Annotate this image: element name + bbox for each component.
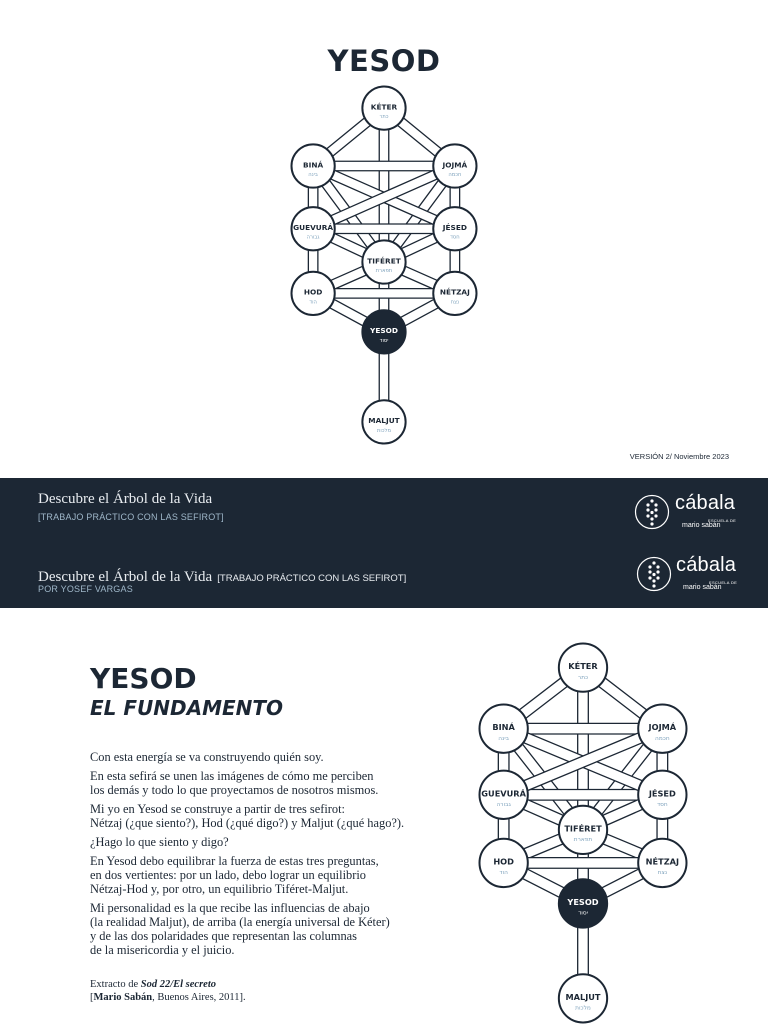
body-line: Mi personalidad es la que recibe las influencias de abajo [90,901,370,915]
tree-of-life-diagram [290,85,478,445]
logo-small-bottom-1: mario sabán [682,522,721,529]
header-band [0,478,768,608]
body-line: Con esta energía se va construyendo quién soy. [90,750,324,764]
sefira-tiferet [559,806,607,854]
sefira-label: TIFÉRET [367,256,401,266]
sefira-maljut [362,400,405,443]
sefira-label: TIFÉRET [564,823,602,834]
body-text [90,750,470,962]
sefira-label: MALJUT [368,416,400,426]
body-paragraph [90,854,470,896]
band-subtitle-1: [TRABAJO PRÁCTICO CON LAS SEFIROT] [38,512,224,522]
sefira-guevura [292,207,335,250]
body-paragraph [90,769,470,797]
tree-of-life-diagram-large [478,642,688,1024]
body-line: ¿Hago lo que siento y digo? [90,835,229,849]
logo-wordmark-2: cábala [676,554,737,576]
sefira-hod [292,272,335,315]
sefira-yesod [559,879,607,927]
sefira-hod [480,839,528,887]
citation-line-2: [Mario Sabán, Buenos Aires, 2011]. [90,992,246,1003]
sefira-guevura [480,771,528,819]
sefira-hebrew: חסד [450,234,460,241]
body-paragraph [90,750,470,764]
sefira-jojma [638,705,686,753]
sefira-keter [362,87,405,130]
sefira-hebrew: גבורה [496,801,511,808]
citation-work: Sod 22/El secreto [140,979,216,990]
tree-logo-icon [634,494,670,530]
sefira-hebrew: גבורה [306,234,320,241]
band-author: POR YOSEF VARGAS [38,584,133,594]
sefira-bina [480,705,528,753]
sefira-hebrew: כתר [379,114,389,121]
sefira-label: BINÁ [303,160,324,170]
body-line: Nétzaj (¿que siento?), Hod (¿qué digo?) y Maljut (¿qué hago?). [90,816,405,830]
path-keter-tiferet [379,108,389,262]
logo-small-top-2: ESCUELA DE [709,580,738,585]
sefira-label: HOD [493,856,514,867]
body-line: de la misericordia y el juicio. [90,943,235,957]
citation [90,978,450,1004]
sefira-label: JOJMÁ [648,722,677,733]
page-title: YESOD [327,44,441,78]
body-paragraph [90,901,470,957]
band-subtitle-2: [TRABAJO PRÁCTICO CON LAS SEFIROT] [217,573,407,584]
sefira-label: NÉTZAJ [645,856,680,867]
sefira-hebrew: חסד [656,801,668,808]
band-title-1: Descubre el Árbol de la Vida [38,491,213,507]
body-line: En Yesod debo equilibrar la fuerza de estas tres preguntas, [90,854,379,868]
sefira-keter [559,644,607,692]
body-line: En esta sefirá se unen las imágenes de cómo me perciben [90,769,374,783]
sefira-label: GUEVURÁ [481,788,526,799]
body-line: los demás y todo lo que proyectamos de nosotros mismos. [90,783,379,797]
body-line: Nétzaj-Hod y, por otro, un equilibrio Tiféret-Maljut. [90,882,349,896]
sefira-label: YESOD [567,896,599,907]
sefira-label: HOD [303,287,323,297]
sefira-label: BINÁ [492,722,515,733]
sefira-maljut [559,974,607,1022]
sefira-hebrew: תפארת [375,267,393,274]
sefira-bina [292,144,335,187]
citation-author: Mario Sabán [93,992,153,1003]
sefira-hebrew: תפארת [573,836,593,843]
logo-wordmark-1: cábala [675,492,736,514]
sefira-hebrew: חכמה [655,735,670,742]
sefira-hebrew: הוד [309,299,317,306]
sefira-label: JÉSED [442,223,467,233]
body-paragraph [90,802,470,830]
sefira-label: YESOD [370,326,398,336]
sefira-hebrew: הוד [499,870,508,877]
sefira-hebrew: מלכות [376,427,392,434]
sefira-hebrew: נצח [657,870,668,877]
cabala-logo-2 [636,556,746,596]
logo-small-bottom-2: mario sabán [683,584,722,591]
body-line: en dos vertientes: por un lado, debo lograr un equilibrio [90,868,366,882]
band-title-2-row [38,566,406,586]
sefira-hebrew: נצח [450,299,460,306]
citation-line-1: Extracto de Sod 22/El secreto [90,979,216,990]
cabala-logo-1 [634,492,744,532]
sefira-label: NÉTZAJ [439,287,470,297]
sefira-hebrew: יסוד [578,910,588,917]
sefira-jesed [638,771,686,819]
sefira-hebrew: בינה [308,171,318,178]
sefira-label: MALJUT [565,991,601,1002]
section-subtitle: EL FUNDAMENTO [90,696,284,720]
sefira-yesod [362,310,405,353]
sefira-label: JÉSED [648,788,676,799]
logo-small-top-1: ESCUELA DE [708,518,737,523]
version-label: VERSIÓN 2/ Noviembre 2023 [629,452,729,461]
sefira-hebrew: מלכות [575,1005,591,1012]
sefira-jojma [433,144,476,187]
sefira-hebrew: יסוד [379,337,389,344]
sefira-jesed [433,207,476,250]
sefira-hebrew: בינה [498,735,510,742]
sefira-tiferet [362,240,405,283]
sefira-hebrew: חכמה [448,171,462,178]
sefira-hebrew: כתר [577,674,589,681]
section-title: YESOD [90,662,197,695]
body-paragraph [90,835,470,849]
body-line: y de las dos polaridades que representan las columnas [90,929,358,943]
body-line: Mi yo en Yesod se construye a partir de tres sefirot: [90,802,345,816]
body-line: (la realidad Maljut), de arriba (la energía universal de Kéter) [90,915,390,929]
tree-logo-icon [636,556,672,592]
sefira-label: JOJMÁ [442,160,468,170]
sefira-label: KÉTER [568,661,598,672]
sefira-label: KÉTER [370,102,398,112]
band-title-2: Descubre el Árbol de la Vida [38,569,213,585]
sefira-netzaj [433,272,476,315]
sefira-netzaj [638,839,686,887]
sefira-label: GUEVURÁ [293,223,334,233]
